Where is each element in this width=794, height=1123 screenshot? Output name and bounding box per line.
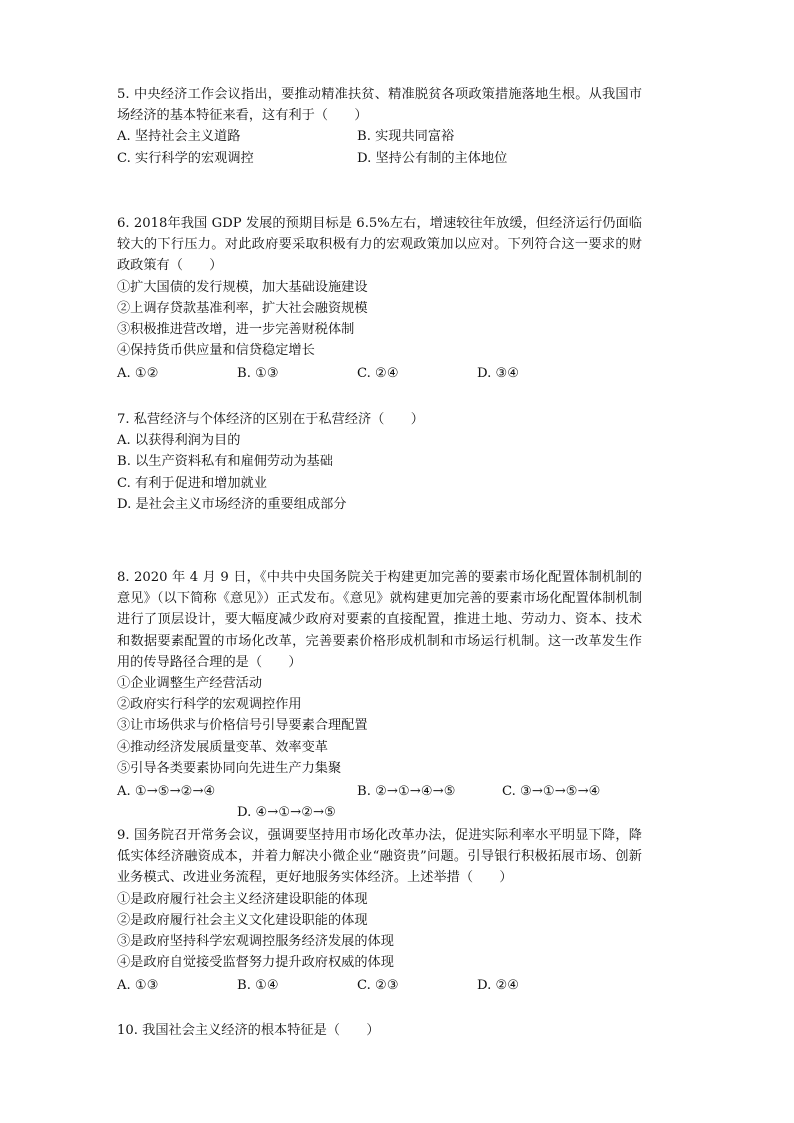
statement-item: ①扩大国债的发行规模，加大基础设施建设 [117, 279, 368, 295]
statement-item: ①企业调整生产经营活动 [117, 676, 263, 692]
question-10 [117, 1020, 642, 1041]
statement-item: ②政府实行科学的宏观调控作用 [117, 697, 302, 713]
statement-item: ③让市场供求与价格信号引导要素合理配置 [117, 718, 368, 734]
option-row [117, 975, 642, 996]
option-b: B. 以生产资料私有和雇佣劳动为基础 [117, 454, 333, 470]
question-stem: 5. 中央经济工作会议指出，要推动精准扶贫、精准脱贫各项政策措施落地生根。从我国市场经济的基本特征来看，这有利于（ ） [117, 87, 642, 124]
question-5 [117, 84, 642, 169]
statement-item: ②上调存贷款基准利率，扩大社会融资规模 [117, 300, 368, 316]
option-d: D. ③④ [477, 366, 520, 382]
option-a: A. 坚持社会主义道路 [117, 129, 241, 145]
option-c: C. ②④ [357, 366, 399, 382]
option-row [117, 781, 642, 823]
statement-item: ⑤引导各类要素协同向先进生产力集聚 [117, 760, 342, 776]
option-a: A. 以获得利润为目的 [117, 433, 241, 449]
option-a: A. ①③ [117, 978, 159, 994]
option-d: D. 是社会主义市场经济的重要组成部分 [117, 496, 347, 512]
option-b: B. ①④ [237, 978, 279, 994]
option-c: C. ②③ [357, 978, 399, 994]
option-c: C. 实行科学的宏观调控 [117, 150, 254, 166]
option-c: C. ③→①→⑤→④ [502, 783, 601, 799]
option-d: D. ②④ [477, 978, 520, 994]
statement-item: ④是政府自觉接受监督努力提升政府权威的体现 [117, 955, 394, 971]
question-stem: 8. 2020 年 4 月 9 日，《中共中央国务院关于构建更加完善的要素市场化配置体制机制的意见》（以下简称《意见》）正式发布。《意见》就构建更加完善的要素市场化配置体制机制进行了顶层设计，要大幅度减少政府对要素的直接配置，推进土地、劳动力、资本、技术和数据要素配置的市场化改革，完善要素价格形成机制和市场运行机制。这一改革发生作用的传导路径合理的是（ ） [117, 570, 642, 670]
question-stem: 6. 2018年我国 GDP 发展的预期目标是 6.5%左右，增速较往年放缓，但经济运行仍面临较大的下行压力。对此政府要采取积极有力的宏观政策加以应对。下列符合这一要求的财政政策有（ ） [117, 216, 642, 274]
option-row [117, 126, 642, 147]
question-7 [117, 409, 642, 515]
question-8 [117, 567, 642, 823]
statement-item: ③是政府坚持科学宏观调控服务经济发展的体现 [117, 933, 394, 949]
option-c: C. 有利于促进和增加就业 [117, 475, 267, 491]
statement-item: ②是政府履行社会主义文化建设职能的体现 [117, 912, 368, 928]
option-d: D. ④→①→②→⑤ [237, 805, 336, 821]
question-stem: 10. 我国社会主义经济的根本特征是（ ） [117, 1023, 380, 1038]
statement-item: ④推动经济发展质量变革、效率变革 [117, 739, 328, 755]
option-row [117, 148, 642, 169]
option-a: A. ①→⑤→②→④ [117, 783, 216, 799]
question-stem: 9. 国务院召开常务会议，强调要坚持用市场化改革办法，促进实际利率水平明显下降，降低实体经济融资成本，并着力解决小微企业“融资贵”问题。引导银行积极拓展市场、创新业务模式、改进业务流程，更好地服务实体经济。上述举措（ ） [117, 828, 642, 886]
option-a: A. ①② [117, 366, 159, 382]
option-b: B. 实现共同富裕 [357, 129, 455, 145]
option-row [117, 363, 642, 384]
option-d: D. 坚持公有制的主体地位 [357, 150, 508, 166]
statement-item: ③积极推进营改增，进一步完善财税体制 [117, 321, 355, 337]
question-6 [117, 213, 642, 385]
question-stem: 7. 私营经济与个体经济的区别在于私营经济（ ） [117, 412, 424, 427]
question-9 [117, 825, 642, 997]
statement-item: ④保持货币供应量和信贷稳定增长 [117, 343, 315, 359]
option-b: B. ②→①→④→⑤ [357, 783, 456, 799]
option-b: B. ①③ [237, 366, 279, 382]
statement-item: ①是政府履行社会主义经济建设职能的体现 [117, 891, 368, 907]
